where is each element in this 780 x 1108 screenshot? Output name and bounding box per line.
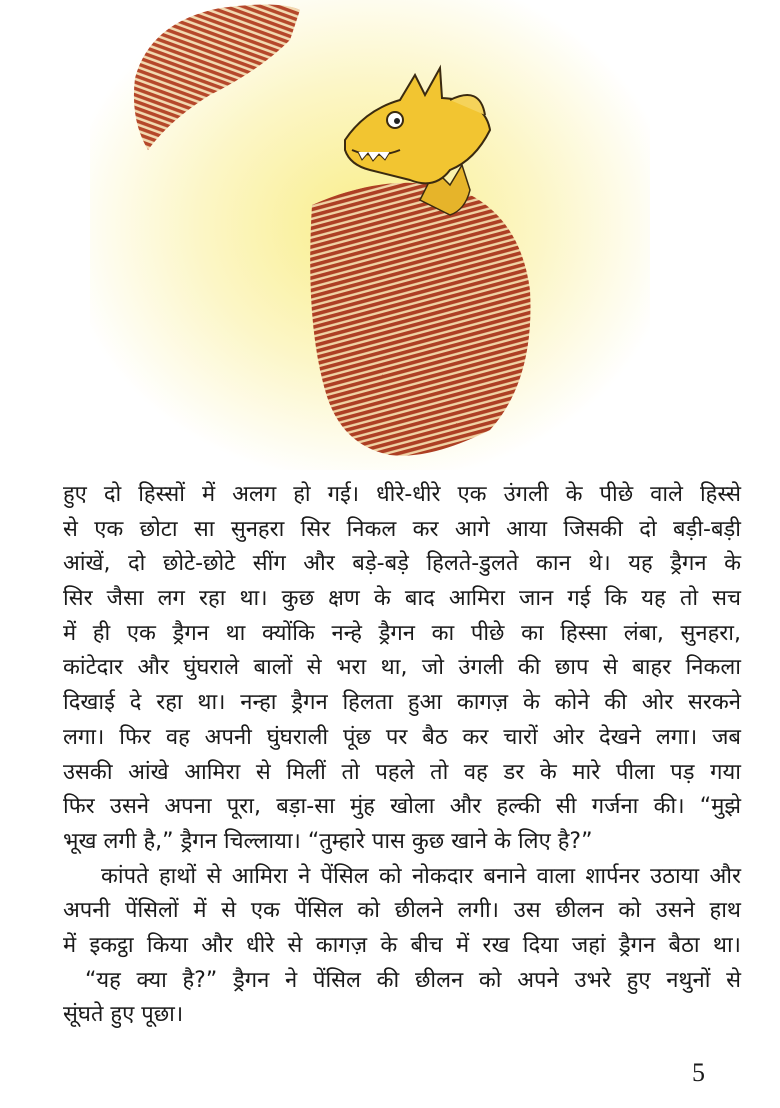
text-line: लगा। फिर वह अपनी घुंघराली पूंछ पर बैठ कर चारों ओर देखने लगा। जब: [63, 724, 741, 750]
text-line: दिखाई दे रहा था। नन्हा ड्रैगन हिलता हुआ कागज़ के कोने की ओर सरकने: [63, 690, 741, 716]
text-line: “यह क्या है?” ड्रैगन ने पेंसिल की छीलन को अपने उभरे हुए नथुनों से: [85, 967, 741, 993]
page-number: 5: [692, 1058, 705, 1087]
text-line: से एक छोटा सा सुनहरा सिर निकल कर आगे आया जिसकी दो बड़ी-बड़ी: [63, 516, 741, 542]
illustration: [90, 0, 650, 470]
text-line: सिर जैसा लग रहा था। कुछ क्षण के बाद आमिरा जान गई कि यह तो सच: [63, 586, 741, 612]
text-line: हुए दो हिस्सों में अलग हो गई। धीरे-धीरे एक उंगली के पीछे वाले हिस्से: [63, 482, 741, 507]
text-line: अपनी पेंसिलों में से एक पेंसिल को छीलने लगी। उस छीलन को उसने हाथ: [63, 898, 741, 924]
text-line: कांटेदार और घुंघराले बालों से भरा था, जो उंगली की छाप से बाहर निकला: [63, 655, 741, 681]
text-line: सूंघते हुए पूछा।: [63, 1002, 184, 1028]
fingerprint-bottom-icon: [310, 183, 530, 456]
text-line: कांपते हाथों से आमिरा ने पेंसिल को नोकदार बनाने वाला शार्पनर उठाया और: [101, 863, 741, 889]
text-line: उसकी आंखे आमिरा से मिलीं तो पहले तो वह डर के मारे पीला पड़ गया: [63, 759, 741, 785]
text-line: भूख लगी है,” ड्रैगन चिल्लाया। “तुम्हारे पास कुछ खाने के लिए है?”: [63, 828, 593, 854]
story-text: [63, 478, 741, 1033]
text-line: आंखें, दो छोटे-छोटे सींग और बड़े-बड़े हिलते-डुलते कान थे। यह ड्रैगन के: [63, 551, 741, 577]
text-line: में इकट्ठा किया और धीरे से कागज़ के बीच में रख दिया जहां ड्रैगन बैठा था।: [63, 932, 741, 958]
text-line: में ही एक ड्रैगन था क्योंकि नन्हे ड्रैगन का पीछे का हिस्सा लंबा, सुनहरा,: [63, 620, 741, 646]
text-line: फिर उसने अपना पूरा, बड़ा-सा मुंह खोला और हल्की सी गर्जना की। “मुझे: [63, 794, 741, 820]
